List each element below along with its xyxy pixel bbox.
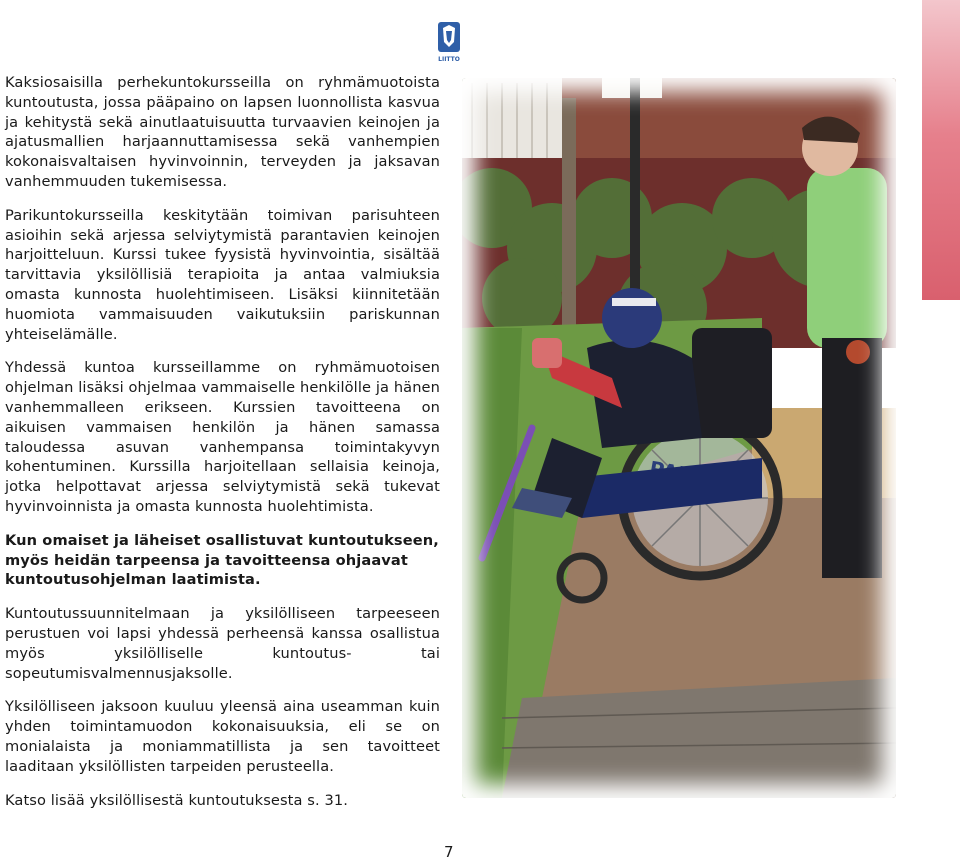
section-color-tab [922,0,960,300]
photo-child-in-wheelchair [462,78,896,798]
page-number: 7 [444,843,454,861]
body-text-column [5,73,440,824]
paragraph-couple-courses: Parikuntokursseilla keskitytään toimivan parisuhteen asioihin sekä arjessa selviytymistä parantavien keinojen harjoitteluun. Kurssi tukee fyysistä hyvinvointia, sisältää tarvittavia yksilöllisiä terapioita ja antaa valmiuksia omasta kunnosta huolehtimiseen. Lisäksi kiinnitetään huomiota vammaisuuden vaikutuksiin pariskunnan yhteiselämälle. [5,206,440,343]
paragraph-individual-period: Yksilölliseen jaksoon kuuluu yleensä aina useamman kuin yhden toimintamuodon kokonaisuuksia, eli se on monialaista ja moniammatillista ja sen tavoitteet laaditaan yksilöllisten tarpeiden perusteella. [5,698,440,775]
paragraph-individual-plan: Kuntoutussuunnitelmaan ja yksilölliseen tarpeeseen perustuen voi lapsi yhdessä perheensä kanssa osallistua myös yksilölliselle kuntoutus- tai sopeutumisvalmennusjaksolle. [5,605,440,682]
paragraph-family-courses: Kaksiosaisilla perhekuntokursseilla on ryhmämuotoista kuntoutusta, jossa pääpaino on lapsen luonnollista kasvua ja kehitystä sekä ainutlaatuisuutta turvaavien keinojen ja ajatusmallien harjaannuttamisessa sekä vanhempien kokonaisvaltaisen hyvinvoinnin, terveyden ja jaksavan vanhemmuuden tukemisessa. [5,74,440,190]
logo-text: LIITTO [438,56,460,63]
organization-logo [437,20,461,64]
paragraph-see-more: Katso lisää yksilöllisestä kuntoutuksesta s. 31. [5,791,348,809]
paragraph-highlight: Kun omaiset ja läheiset osallistuvat kuntoutukseen, myös heidän tarpeensa ja tavoitteensa ohjaavat kuntoutusohjelman laatimista. [5,531,439,589]
paragraph-together-courses: Yhdessä kuntoa kursseillamme on ryhmämuotoisen ohjelman lisäksi ohjelmaa vammaiselle henkilölle ja hänen vanhemmalleen erikseen. Kurssien tavoitteena on aikuisen vammaisen henkilön ja hänen samassa taloudessa asuvan vanhempansa toimintakyvyn kohentuminen. Kurssilla harjoitellaan sellaisia keinoja, jotka helpottavat arjessa selviytymistä sekä tukevat hyvinvoinnista ja omasta kunnosta huolehtimista. [5,359,440,515]
